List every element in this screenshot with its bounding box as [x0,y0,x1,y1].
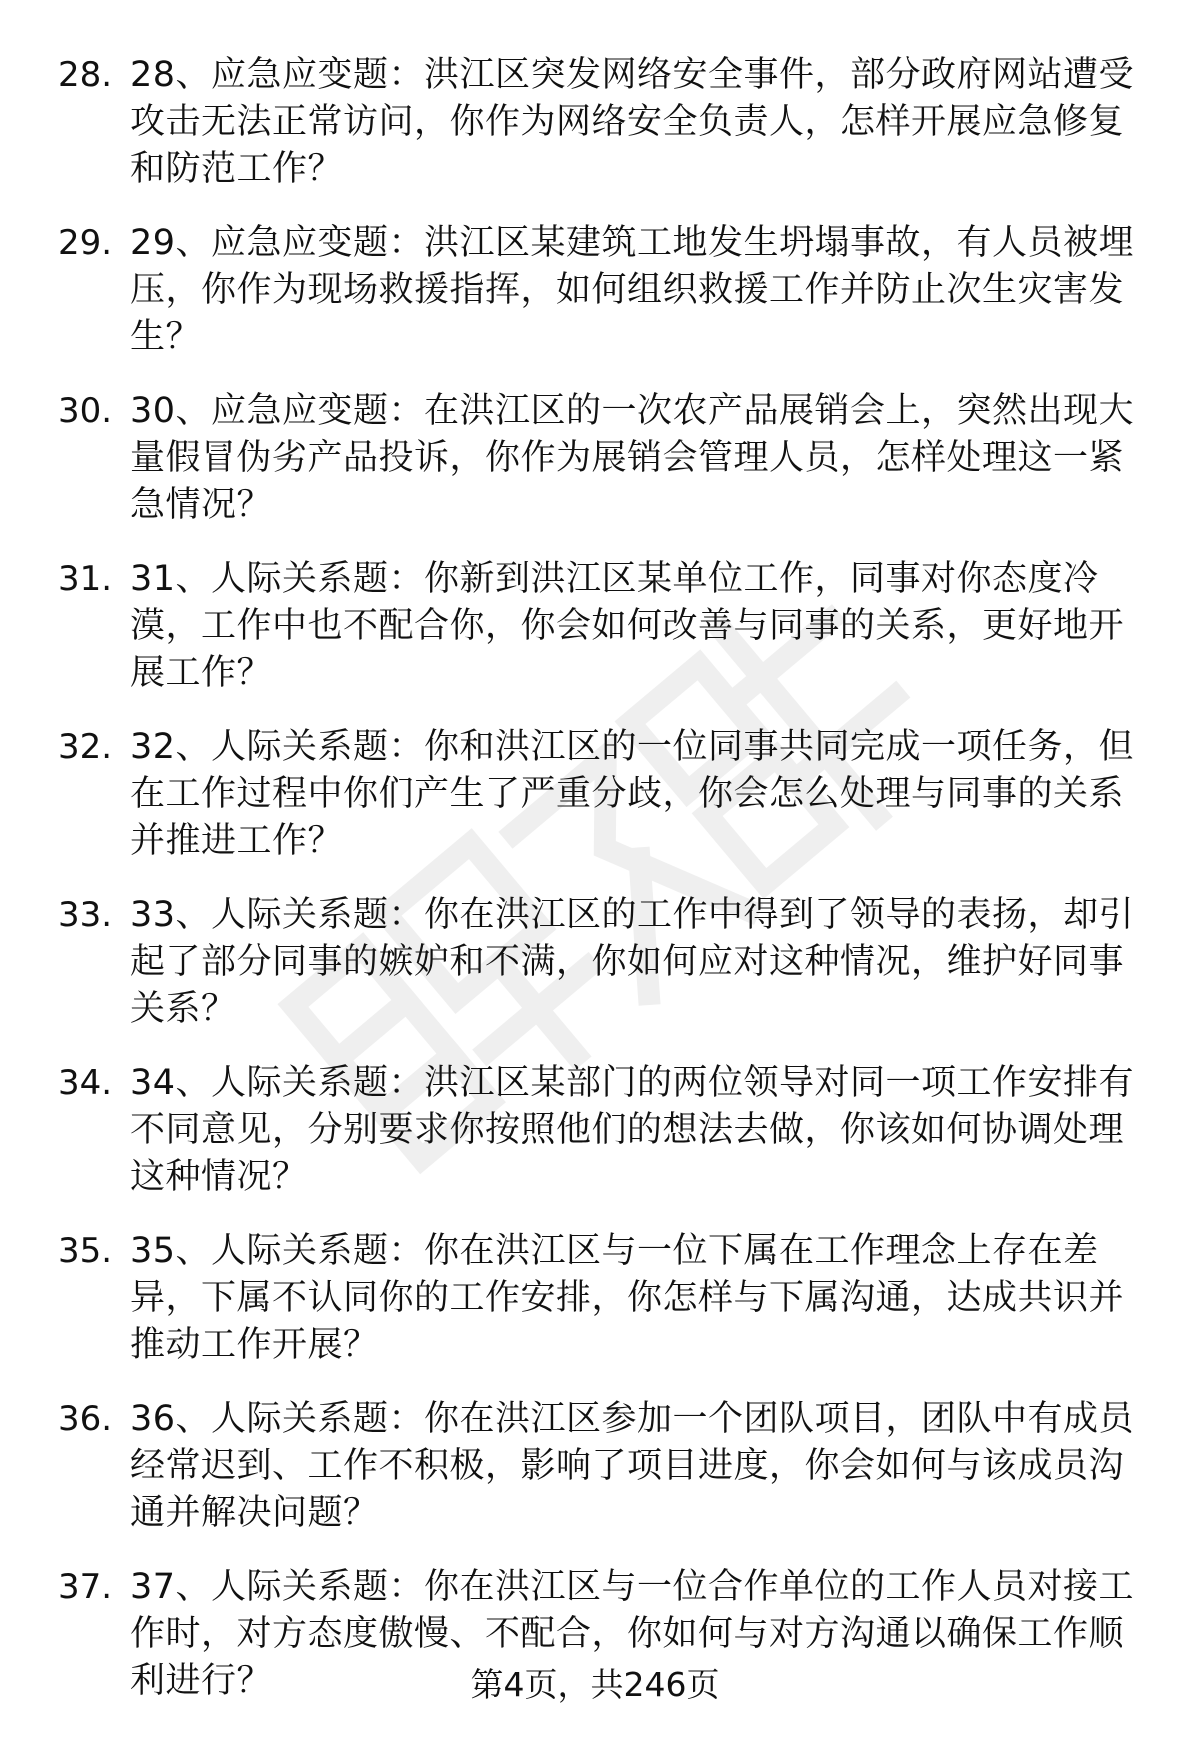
question-number: 28. [58,55,113,95]
question-item [58,220,1148,361]
question-number: 36. [58,1399,113,1439]
question-text: 32、人际关系题：你和洪江区的一位同事共同完成一项任务，但在工作过程中你们产生了严重分歧，你会怎么处理与同事的关系并推进工作？ [130,727,1135,861]
page-number-footer: 第4页，共246页 [470,1665,720,1704]
question-item [58,892,1148,1033]
question-number: 33. [58,895,113,935]
question-item [58,724,1148,865]
question-text: 34、人际关系题：洪江区某部门的两位领导对同一项工作安排有不同意见，分别要求你按照他们的想法去做，你该如何协调处理这种情况？ [130,1063,1135,1197]
question-list [58,52,1148,1732]
question-item [58,1060,1148,1201]
question-number: 35. [58,1231,113,1271]
question-text: 31、人际关系题：你新到洪江区某单位工作，同事对你态度冷漠，工作中也不配合你，你会如何改善与同事的关系，更好地开展工作？ [130,559,1125,693]
question-item [58,1228,1148,1369]
question-text: 28、应急应变题：洪江区突发网络安全事件，部分政府网站遭受攻击无法正常访问，你作为网络安全负责人，怎样开展应急修复和防范工作？ [130,55,1135,189]
question-number: 31. [58,559,113,599]
question-text: 29、应急应变题：洪江区某建筑工地发生坍塌事故，有人员被埋压，你作为现场救援指挥，如何组织救援工作并防止次生灾害发生？ [130,223,1135,357]
question-item [58,556,1148,697]
question-text: 35、人际关系题：你在洪江区与一位下属在工作理念上存在差异，下属不认同你的工作安排，你怎样与下属沟通，达成共识并推动工作开展？ [130,1231,1125,1365]
question-number: 29. [58,223,113,263]
question-item [58,1396,1148,1537]
question-text: 37、人际关系题：你在洪江区与一位合作单位的工作人员对接工作时，对方态度傲慢、不配合，你如何与对方沟通以确保工作顺利进行？ [130,1567,1135,1701]
question-number: 32. [58,727,113,767]
question-text: 30、应急应变题：在洪江区的一次农产品展销会上，突然出现大量假冒伪劣产品投诉，你作为展销会管理人员，怎样处理这一紧急情况？ [130,391,1135,525]
question-number: 30. [58,391,113,431]
question-item [58,388,1148,529]
question-item [58,52,1148,193]
question-number: 37. [58,1567,113,1607]
question-text: 33、人际关系题：你在洪江区的工作中得到了领导的表扬，却引起了部分同事的嫉妒和不满，你如何应对这种情况，维护好同事关系？ [130,895,1135,1029]
question-number: 34. [58,1063,113,1103]
question-text: 36、人际关系题：你在洪江区参加一个团队项目，团队中有成员经常迟到、工作不积极，影响了项目进度，你会如何与该成员沟通并解决问题？ [130,1399,1135,1533]
